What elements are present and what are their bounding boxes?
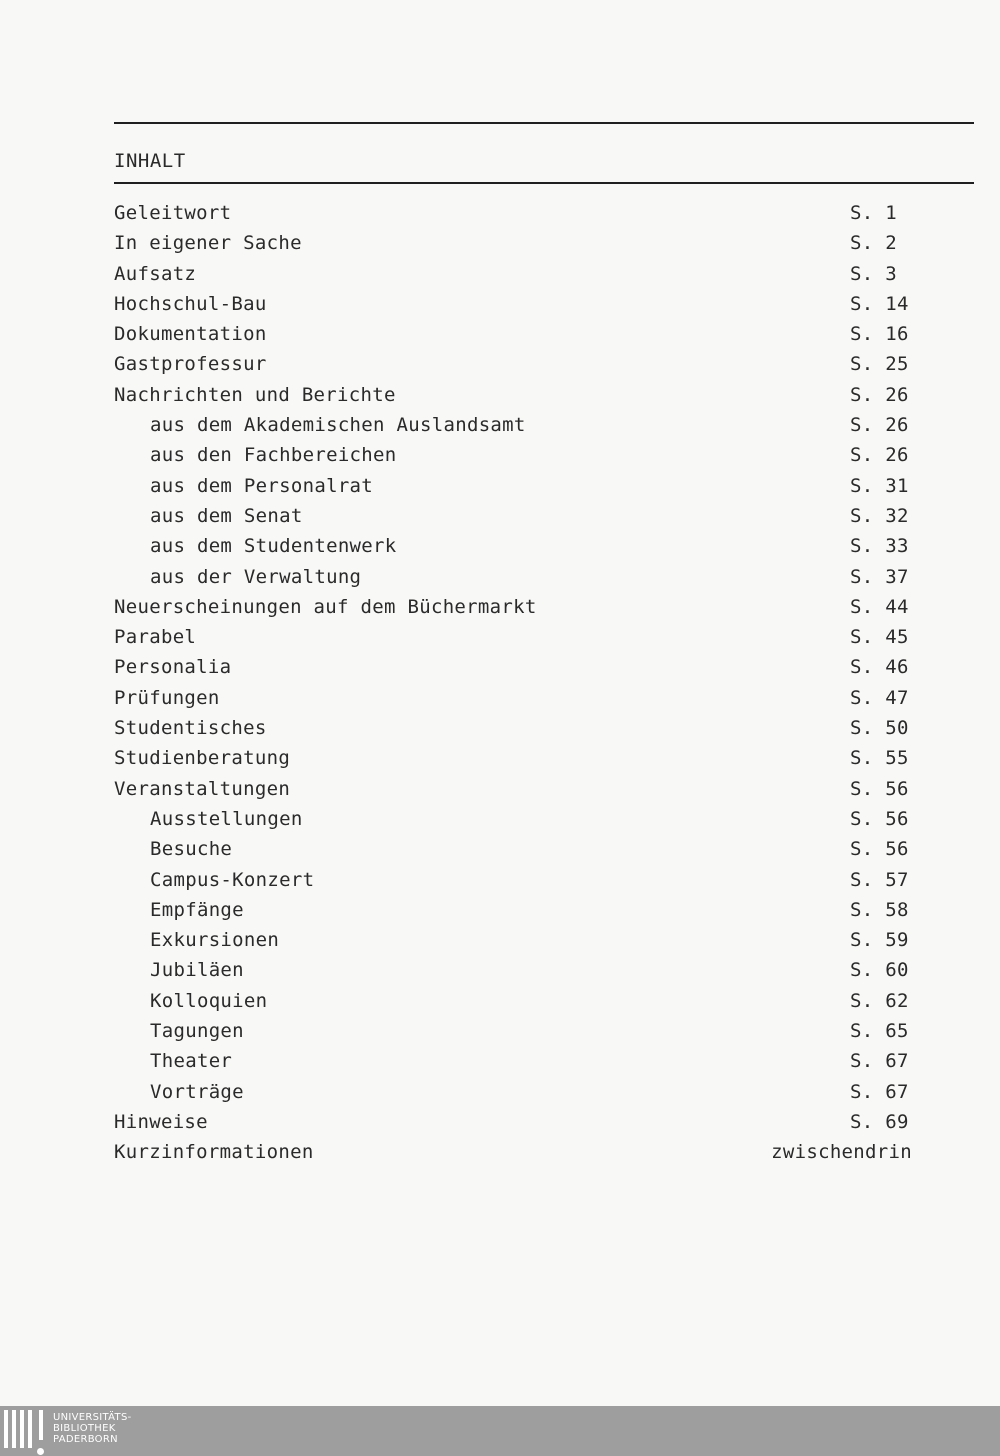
toc-entry — [114, 592, 912, 622]
toc-entry-page: S. 56 — [850, 777, 909, 800]
toc-entry-title: aus dem Personalrat — [150, 474, 374, 497]
toc-subentry — [114, 955, 912, 985]
toc-entry-page: S. 31 — [850, 474, 909, 497]
toc-entry-page: S. 46 — [850, 656, 909, 679]
toc-subentry — [114, 986, 912, 1016]
toc-entry-page: S. 26 — [850, 444, 909, 467]
toc-entry-page: S. 32 — [850, 504, 909, 527]
toc-subentry — [114, 865, 912, 895]
toc-subentry — [114, 834, 912, 864]
toc-entry — [114, 622, 912, 652]
toc-entry — [114, 349, 912, 379]
toc-entry-page: S. 3 — [850, 262, 897, 285]
toc-entry-title: Ausstellungen — [150, 807, 303, 830]
toc-entry — [114, 743, 912, 773]
toc-entry-page: S. 25 — [850, 353, 909, 376]
toc-entry-title: Studentisches — [114, 717, 267, 740]
toc-entry-page: S. 56 — [850, 807, 909, 830]
toc-entry-title: Kurzinformationen — [114, 1141, 314, 1164]
toc-subentry — [114, 925, 912, 955]
toc-entry-title: aus dem Akademischen Auslandsamt — [150, 414, 526, 437]
toc-entry — [114, 259, 912, 289]
logo-dot-icon — [37, 1448, 44, 1455]
toc-entry-page: S. 26 — [850, 383, 909, 406]
toc-entry-page: S. 45 — [850, 626, 909, 649]
toc-entry-page: S. 67 — [850, 1050, 909, 1073]
toc-entry-page: S. 60 — [850, 959, 909, 982]
toc-entry-page: S. 37 — [850, 565, 909, 588]
toc-subentry — [114, 562, 912, 592]
toc-entry — [114, 1107, 912, 1137]
toc-entry-page: S. 33 — [850, 535, 909, 558]
toc-entry-title: aus dem Studentenwerk — [150, 535, 397, 558]
toc-entry-page: S. 69 — [850, 1110, 909, 1133]
toc-entry-page: S. 59 — [850, 929, 909, 952]
table-of-contents — [114, 198, 912, 1168]
footer-bar — [0, 1406, 1000, 1456]
toc-entry-title: Dokumentation — [114, 323, 267, 346]
top-rule — [114, 122, 974, 124]
library-name-line3: PADERBORN — [53, 1434, 118, 1445]
library-name-line1: UNIVERSITÄTS- — [53, 1412, 132, 1423]
toc-subentry — [114, 1016, 912, 1046]
toc-entry-page: S. 44 — [850, 595, 909, 618]
toc-entry-page: S. 67 — [850, 1080, 909, 1103]
library-name — [53, 1412, 132, 1445]
toc-entry-title: In eigener Sache — [114, 232, 302, 255]
toc-subentry — [114, 501, 912, 531]
toc-subentry — [114, 1077, 912, 1107]
toc-entry-title: Gastprofessur — [114, 353, 267, 376]
toc-entry-page: zwischendrin — [771, 1141, 912, 1164]
toc-entry — [114, 289, 912, 319]
toc-entry — [114, 319, 912, 349]
toc-entry-title: Jubiläen — [150, 959, 244, 982]
toc-entry-title: Tagungen — [150, 1020, 244, 1043]
toc-entry — [114, 1137, 912, 1167]
toc-entry-page: S. 50 — [850, 717, 909, 740]
toc-entry — [114, 652, 912, 682]
toc-entry — [114, 683, 912, 713]
toc-entry-page: S. 65 — [850, 1020, 909, 1043]
toc-entry-title: Besuche — [150, 838, 233, 861]
toc-entry-page: S. 56 — [850, 838, 909, 861]
toc-entry-title: Vorträge — [150, 1080, 244, 1103]
toc-entry-page: S. 55 — [850, 747, 909, 770]
toc-entry-title: aus den Fachbereichen — [150, 444, 397, 467]
heading-rule — [114, 182, 974, 184]
page-title: INHALT — [114, 150, 186, 172]
library-name-line2: BIBLIOTHEK — [53, 1423, 116, 1434]
toc-subentry — [114, 895, 912, 925]
toc-entry-page: S. 58 — [850, 898, 909, 921]
toc-entry-title: Personalia — [114, 656, 232, 679]
toc-subentry — [114, 410, 912, 440]
toc-entry — [114, 198, 912, 228]
toc-entry-title: Hochschul-Bau — [114, 292, 267, 315]
toc-entry-title: Empfänge — [150, 898, 244, 921]
toc-entry-page: S. 2 — [850, 232, 897, 255]
toc-entry-title: Nachrichten und Berichte — [114, 383, 396, 406]
toc-entry-page: S. 57 — [850, 868, 909, 891]
toc-subentry — [114, 1046, 912, 1076]
toc-entry-title: Theater — [150, 1050, 233, 1073]
toc-subentry — [114, 440, 912, 470]
toc-entry-title: Parabel — [114, 626, 197, 649]
toc-entry-page: S. 14 — [850, 292, 909, 315]
toc-entry-title: Aufsatz — [114, 262, 197, 285]
toc-entry-title: Kolloquien — [150, 989, 268, 1012]
toc-entry-title: aus der Verwaltung — [150, 565, 362, 588]
toc-entry-title: Veranstaltungen — [114, 777, 291, 800]
toc-entry-title: Neuerscheinungen auf dem Büchermarkt — [114, 595, 537, 618]
toc-subentry — [114, 531, 912, 561]
toc-entry — [114, 228, 912, 258]
toc-subentry — [114, 471, 912, 501]
toc-entry-page: S. 26 — [850, 414, 909, 437]
toc-subentry — [114, 804, 912, 834]
toc-entry-title: Geleitwort — [114, 202, 232, 224]
toc-entry-title: aus dem Senat — [150, 504, 303, 527]
toc-entry — [114, 774, 912, 804]
toc-entry-page: S. 1 — [850, 202, 897, 224]
toc-entry — [114, 380, 912, 410]
toc-entry-page: S. 62 — [850, 989, 909, 1012]
toc-entry-page: S. 47 — [850, 686, 909, 709]
toc-entry — [114, 713, 912, 743]
toc-entry-title: Prüfungen — [114, 686, 220, 709]
toc-entry-title: Hinweise — [114, 1110, 208, 1133]
toc-entry-title: Campus-Konzert — [150, 868, 315, 891]
toc-entry-title: Studienberatung — [114, 747, 291, 770]
toc-entry-title: Exkursionen — [150, 929, 280, 952]
toc-entry-page: S. 16 — [850, 323, 909, 346]
